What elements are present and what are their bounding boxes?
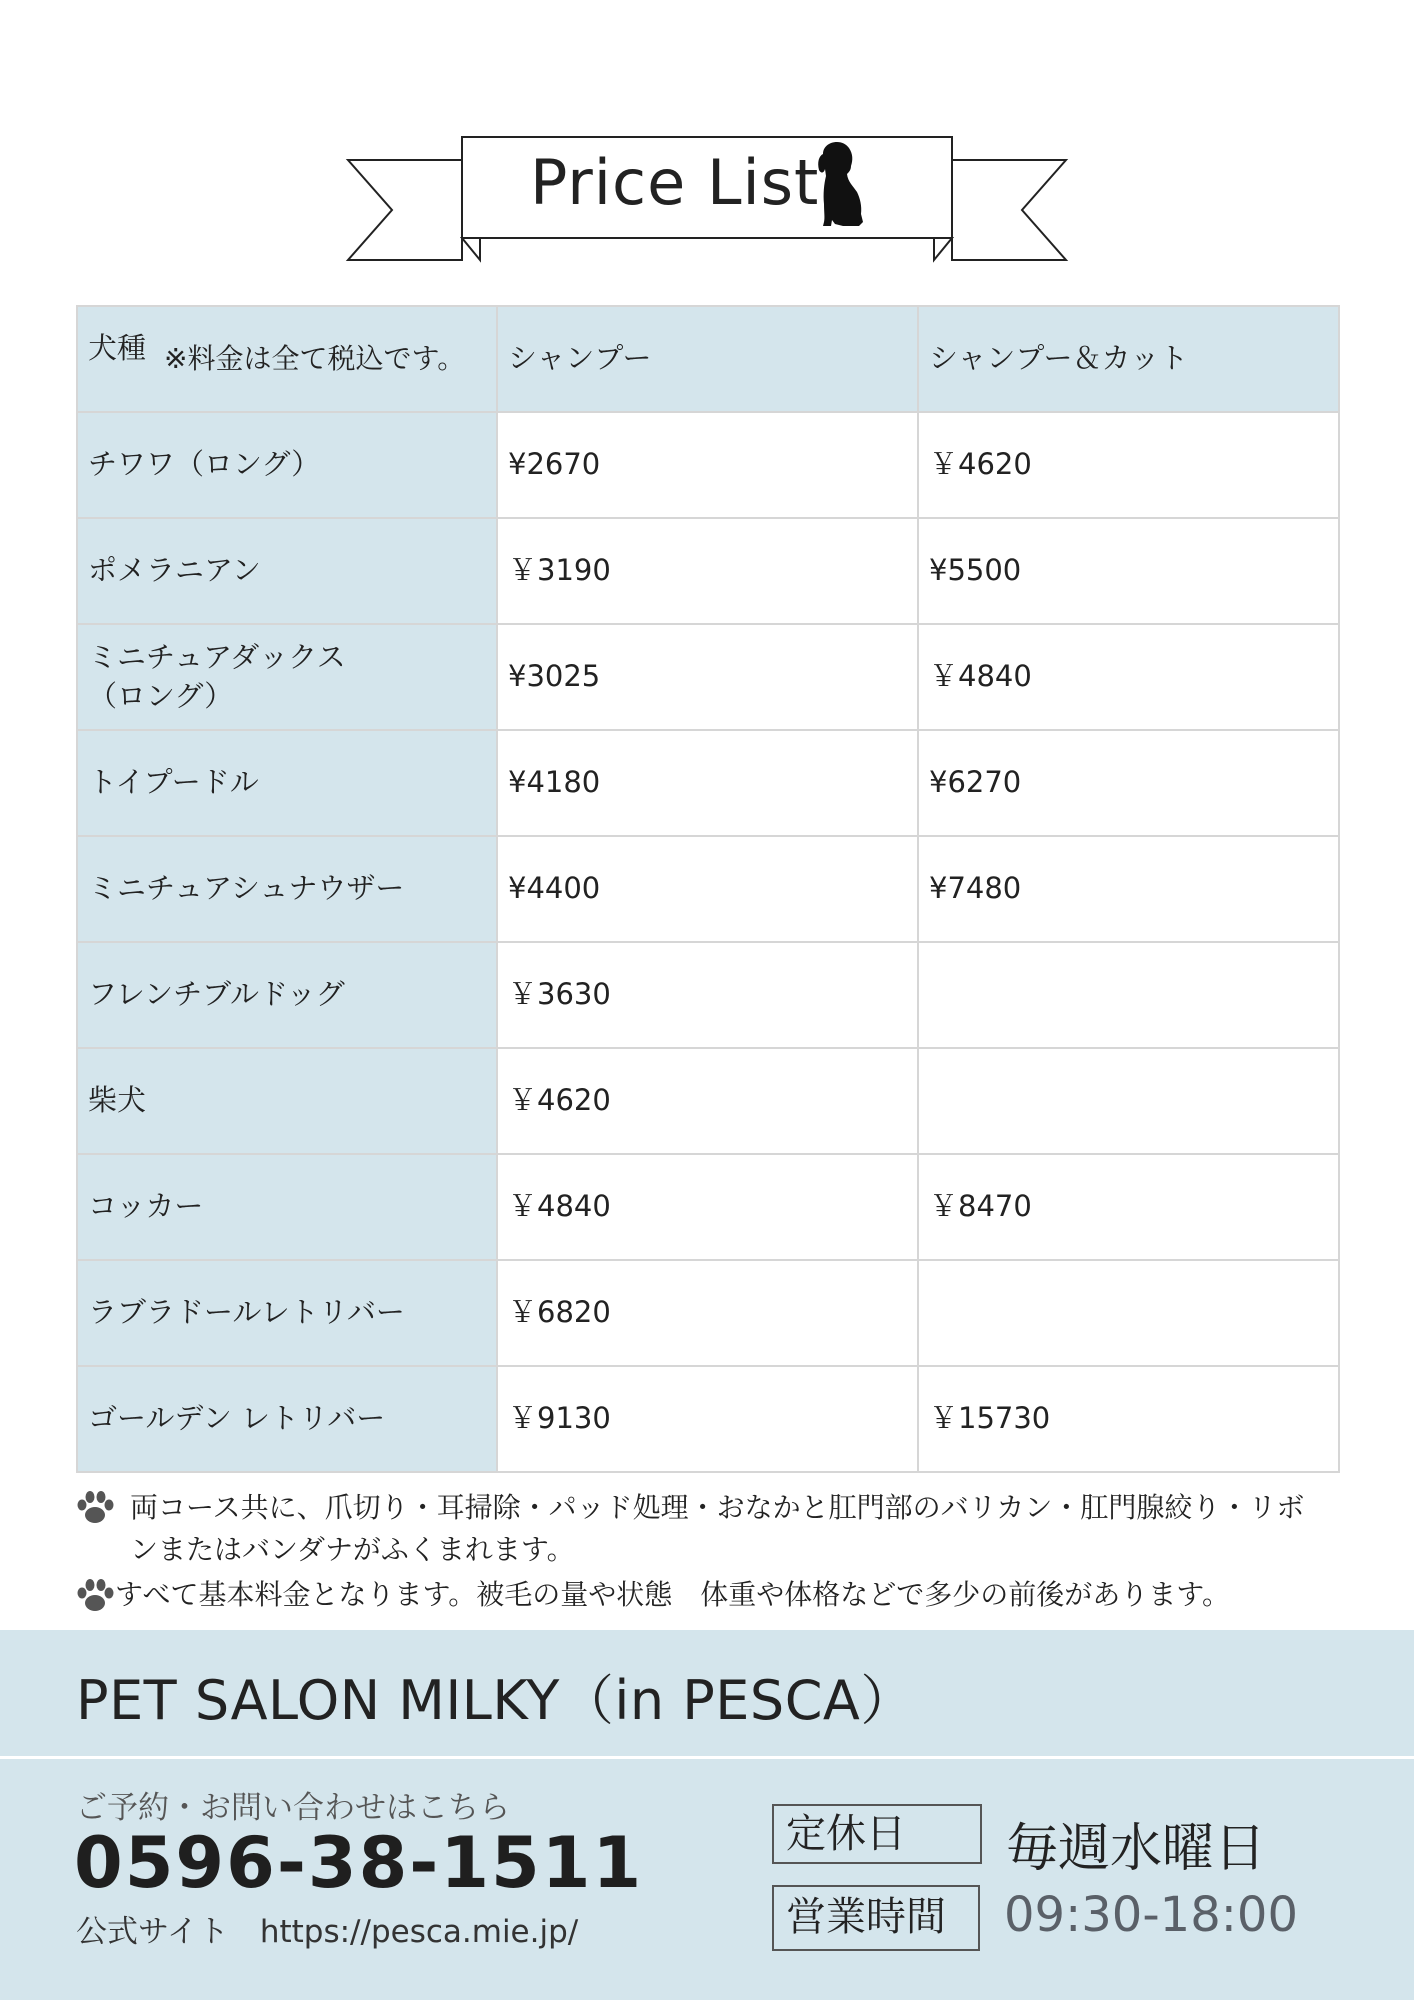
shampoo-price: ￥3630 bbox=[497, 942, 918, 1048]
tax-note: ※料金は全て税込です。 bbox=[164, 342, 466, 376]
table-row bbox=[77, 730, 1339, 836]
footer-divider bbox=[0, 1756, 1414, 1759]
shampoo-cut-price: ￥15730 bbox=[918, 1366, 1339, 1472]
header-breed: 犬種 bbox=[88, 331, 147, 366]
table-row bbox=[77, 1048, 1339, 1154]
closed-day-value: 毎週水曜日 bbox=[1006, 1819, 1267, 1879]
business-hours-label: 営業時間 bbox=[772, 1885, 980, 1951]
page-title: Price List bbox=[530, 146, 820, 219]
table-row bbox=[77, 624, 1339, 730]
table-header-row bbox=[77, 306, 1339, 412]
breed-cell: ポメラニアン bbox=[77, 518, 497, 624]
shampoo-price: ¥3025 bbox=[497, 624, 918, 730]
shampoo-cut-price bbox=[918, 1048, 1339, 1154]
shampoo-cut-price: ¥5500 bbox=[918, 518, 1339, 624]
header-shampoo: シャンプー bbox=[497, 306, 918, 412]
breed-cell: フレンチブルドッグ bbox=[77, 942, 497, 1048]
breed-cell: ラブラドールレトリバー bbox=[77, 1260, 497, 1366]
paw-icon bbox=[76, 1578, 114, 1614]
shampoo-price: ￥4620 bbox=[497, 1048, 918, 1154]
table-row bbox=[77, 412, 1339, 518]
shampoo-price: ¥4400 bbox=[497, 836, 918, 942]
business-hours-value: 09:30-18:00 bbox=[1004, 1887, 1298, 1943]
header-shampoo-cut: シャンプー＆カット bbox=[918, 306, 1339, 412]
breed-cell: ミニチュアシュナウザー bbox=[77, 836, 497, 942]
contact-label: ご予約・お問い合わせはこちら bbox=[76, 1790, 510, 1826]
shampoo-cut-price: ￥8470 bbox=[918, 1154, 1339, 1260]
price-list-banner bbox=[0, 0, 1414, 280]
note-line-1a: 両コース共に、爪切り・耳掃除・パッド処理・おなかと肛門部のバリカン・肛門腺絞り・リボ bbox=[130, 1491, 1305, 1524]
breed-cell: チワワ（ロング） bbox=[77, 412, 497, 518]
shampoo-cut-price bbox=[918, 942, 1339, 1048]
table-row bbox=[77, 1366, 1339, 1472]
table-row bbox=[77, 518, 1339, 624]
shampoo-price: ￥3190 bbox=[497, 518, 918, 624]
shampoo-price: ￥4840 bbox=[497, 1154, 918, 1260]
paw-icon bbox=[76, 1490, 114, 1526]
banner-left-fold bbox=[462, 238, 480, 260]
shampoo-price: ￥9130 bbox=[497, 1366, 918, 1472]
banner-right-tail bbox=[952, 160, 1066, 260]
shampoo-cut-price bbox=[918, 1260, 1339, 1366]
shampoo-price: ¥2670 bbox=[497, 412, 918, 518]
table-row bbox=[77, 1154, 1339, 1260]
shampoo-price: ￥6820 bbox=[497, 1260, 918, 1366]
phone-number[interactable]: 0596-38-1511 bbox=[74, 1822, 644, 1904]
note-line-1b: ンまたはバンダナがふくまれます。 bbox=[130, 1533, 575, 1566]
banner-left-tail bbox=[348, 160, 462, 260]
dog-silhouette-icon bbox=[815, 140, 867, 228]
closed-day-label: 定休日 bbox=[772, 1804, 982, 1864]
footer bbox=[0, 1630, 1414, 2000]
shampoo-cut-price: ¥7480 bbox=[918, 836, 1339, 942]
breed-cell: コッカー bbox=[77, 1154, 497, 1260]
salon-name: PET SALON MILKY（in PESCA） bbox=[76, 1669, 915, 1732]
website-link[interactable]: 公式サイト https://pesca.mie.jp/ bbox=[76, 1914, 579, 1950]
banner-right-fold bbox=[934, 238, 952, 260]
breed-cell: 柴犬 bbox=[77, 1048, 497, 1154]
breed-cell: ゴールデン レトリバー bbox=[77, 1366, 497, 1472]
header-breed-cell bbox=[77, 306, 497, 412]
table-row bbox=[77, 836, 1339, 942]
shampoo-cut-price: ￥4620 bbox=[918, 412, 1339, 518]
breed-cell: トイプードル bbox=[77, 730, 497, 836]
table-row bbox=[77, 1260, 1339, 1366]
note-line-2: すべて基本料金となります。被毛の量や状態 体重や体格などで多少の前後があります。 bbox=[115, 1578, 1230, 1611]
table-row bbox=[77, 942, 1339, 1048]
shampoo-price: ¥4180 bbox=[497, 730, 918, 836]
shampoo-cut-price: ¥6270 bbox=[918, 730, 1339, 836]
price-table bbox=[76, 305, 1340, 1473]
breed-cell: ミニチュアダックス （ロング） bbox=[77, 624, 497, 730]
shampoo-cut-price: ￥4840 bbox=[918, 624, 1339, 730]
